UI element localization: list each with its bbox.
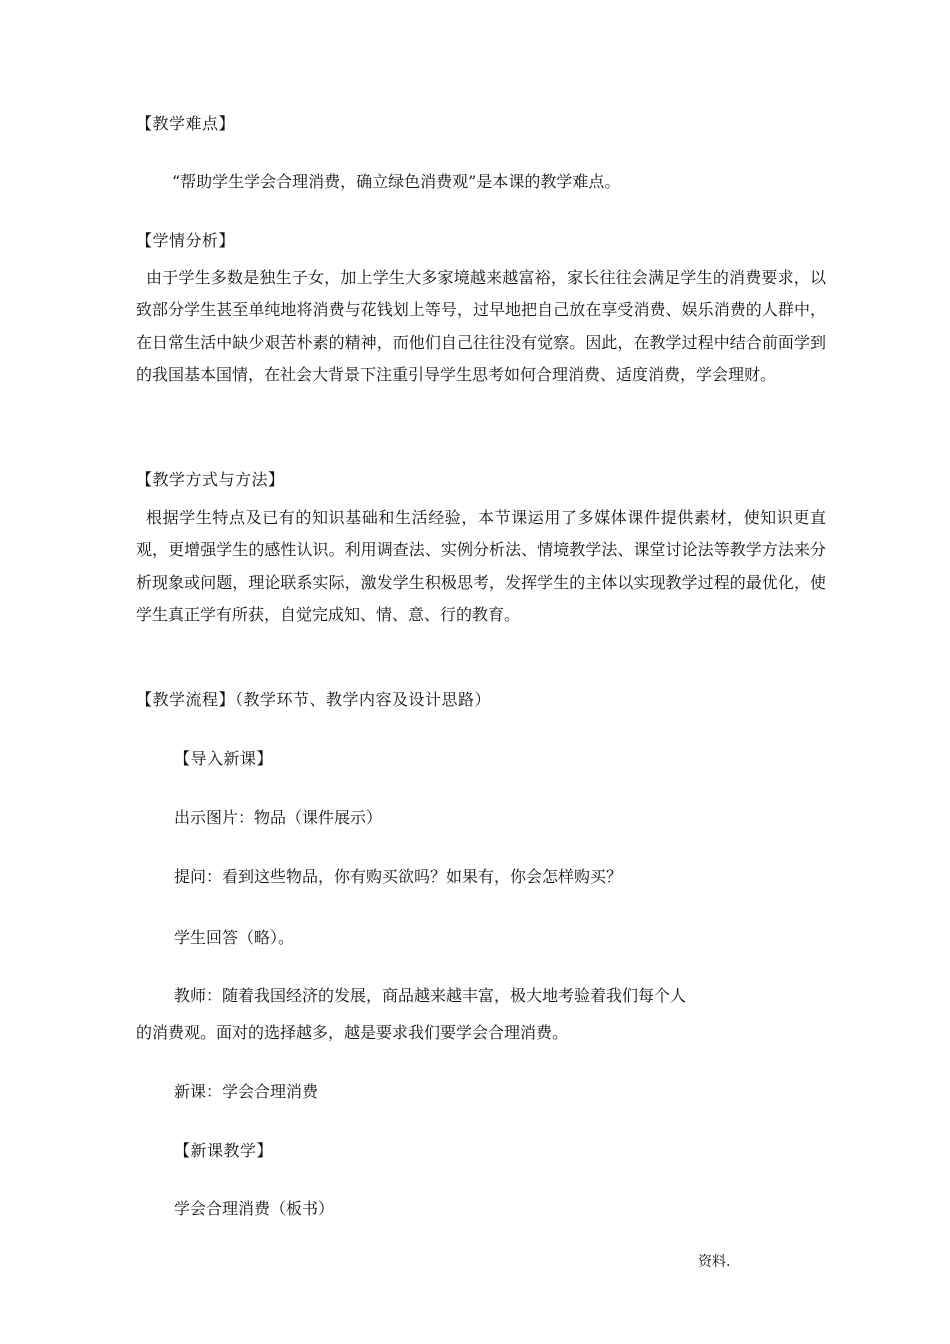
method-paragraph: 根据学生特点及已有的知识基础和生活经验，本节课运用了多媒体课件提供素材，使知识更直观，更增强学生的感性认识。利用调查法、实例分析法、情境教学法、课堂讨论法等教学方法来分析现象或问题，理论联系实际，激发学生积极思考，发挥学生的主体以实现教学过程的最优化，使学生真正学有所获，自觉完成知、情、意、行的教育。 — [136, 508, 826, 625]
new-teaching-heading: 【新课教学】 — [174, 1141, 274, 1160]
teacher-line-1: 教师：随着我国经济的发展，商品越来越丰富，极大地考验着我们每个人 — [174, 986, 687, 1005]
flow-heading: 【教学流程】（教学环节、教学内容及设计思路） — [136, 690, 492, 709]
intro-heading: 【导入新课】 — [174, 749, 274, 768]
analysis-paragraph: 由于学生多数是独生子女，加上学生大多家境越来越富裕，家长往往会满足学生的消费要求，以致部分学生甚至单纯地将消费与花钱划上等号，过早地把自己放在享受消费、娱乐消费的人群中，在日常生活中缺少艰苦朴素的精神，而他们自己往往没有觉察。因此，在教学过程中结合前面学到的我国基本国情，在社会大背景下注重引导学生思考如何合理消费、适度消费，学会理财。 — [136, 268, 826, 385]
difficulty-text: “帮助学生学会合理消费，确立绿色消费观”是本课的教学难点。 — [172, 172, 621, 191]
blackboard-line: 学会合理消费（板书） — [174, 1199, 335, 1218]
show-pictures-line: 出示图片：物品（课件展示） — [174, 808, 383, 827]
method-heading: 【教学方式与方法】 — [136, 470, 285, 489]
question-line: 提问：看到这些物品，你有购买欲吗？如果有，你会怎样购买？ — [174, 867, 623, 886]
new-lesson-line: 新课：学会合理消费 — [174, 1082, 319, 1101]
analysis-heading: 【学情分析】 — [136, 231, 236, 250]
difficulty-heading: 【教学难点】 — [136, 114, 236, 133]
student-answer-line: 学生回答（略）。 — [174, 928, 295, 947]
page-footer: 资料. — [698, 1254, 731, 1270]
teacher-line-2: 的消费观。面对的选择越多，越是要求我们要学会合理消费。 — [136, 1023, 569, 1042]
